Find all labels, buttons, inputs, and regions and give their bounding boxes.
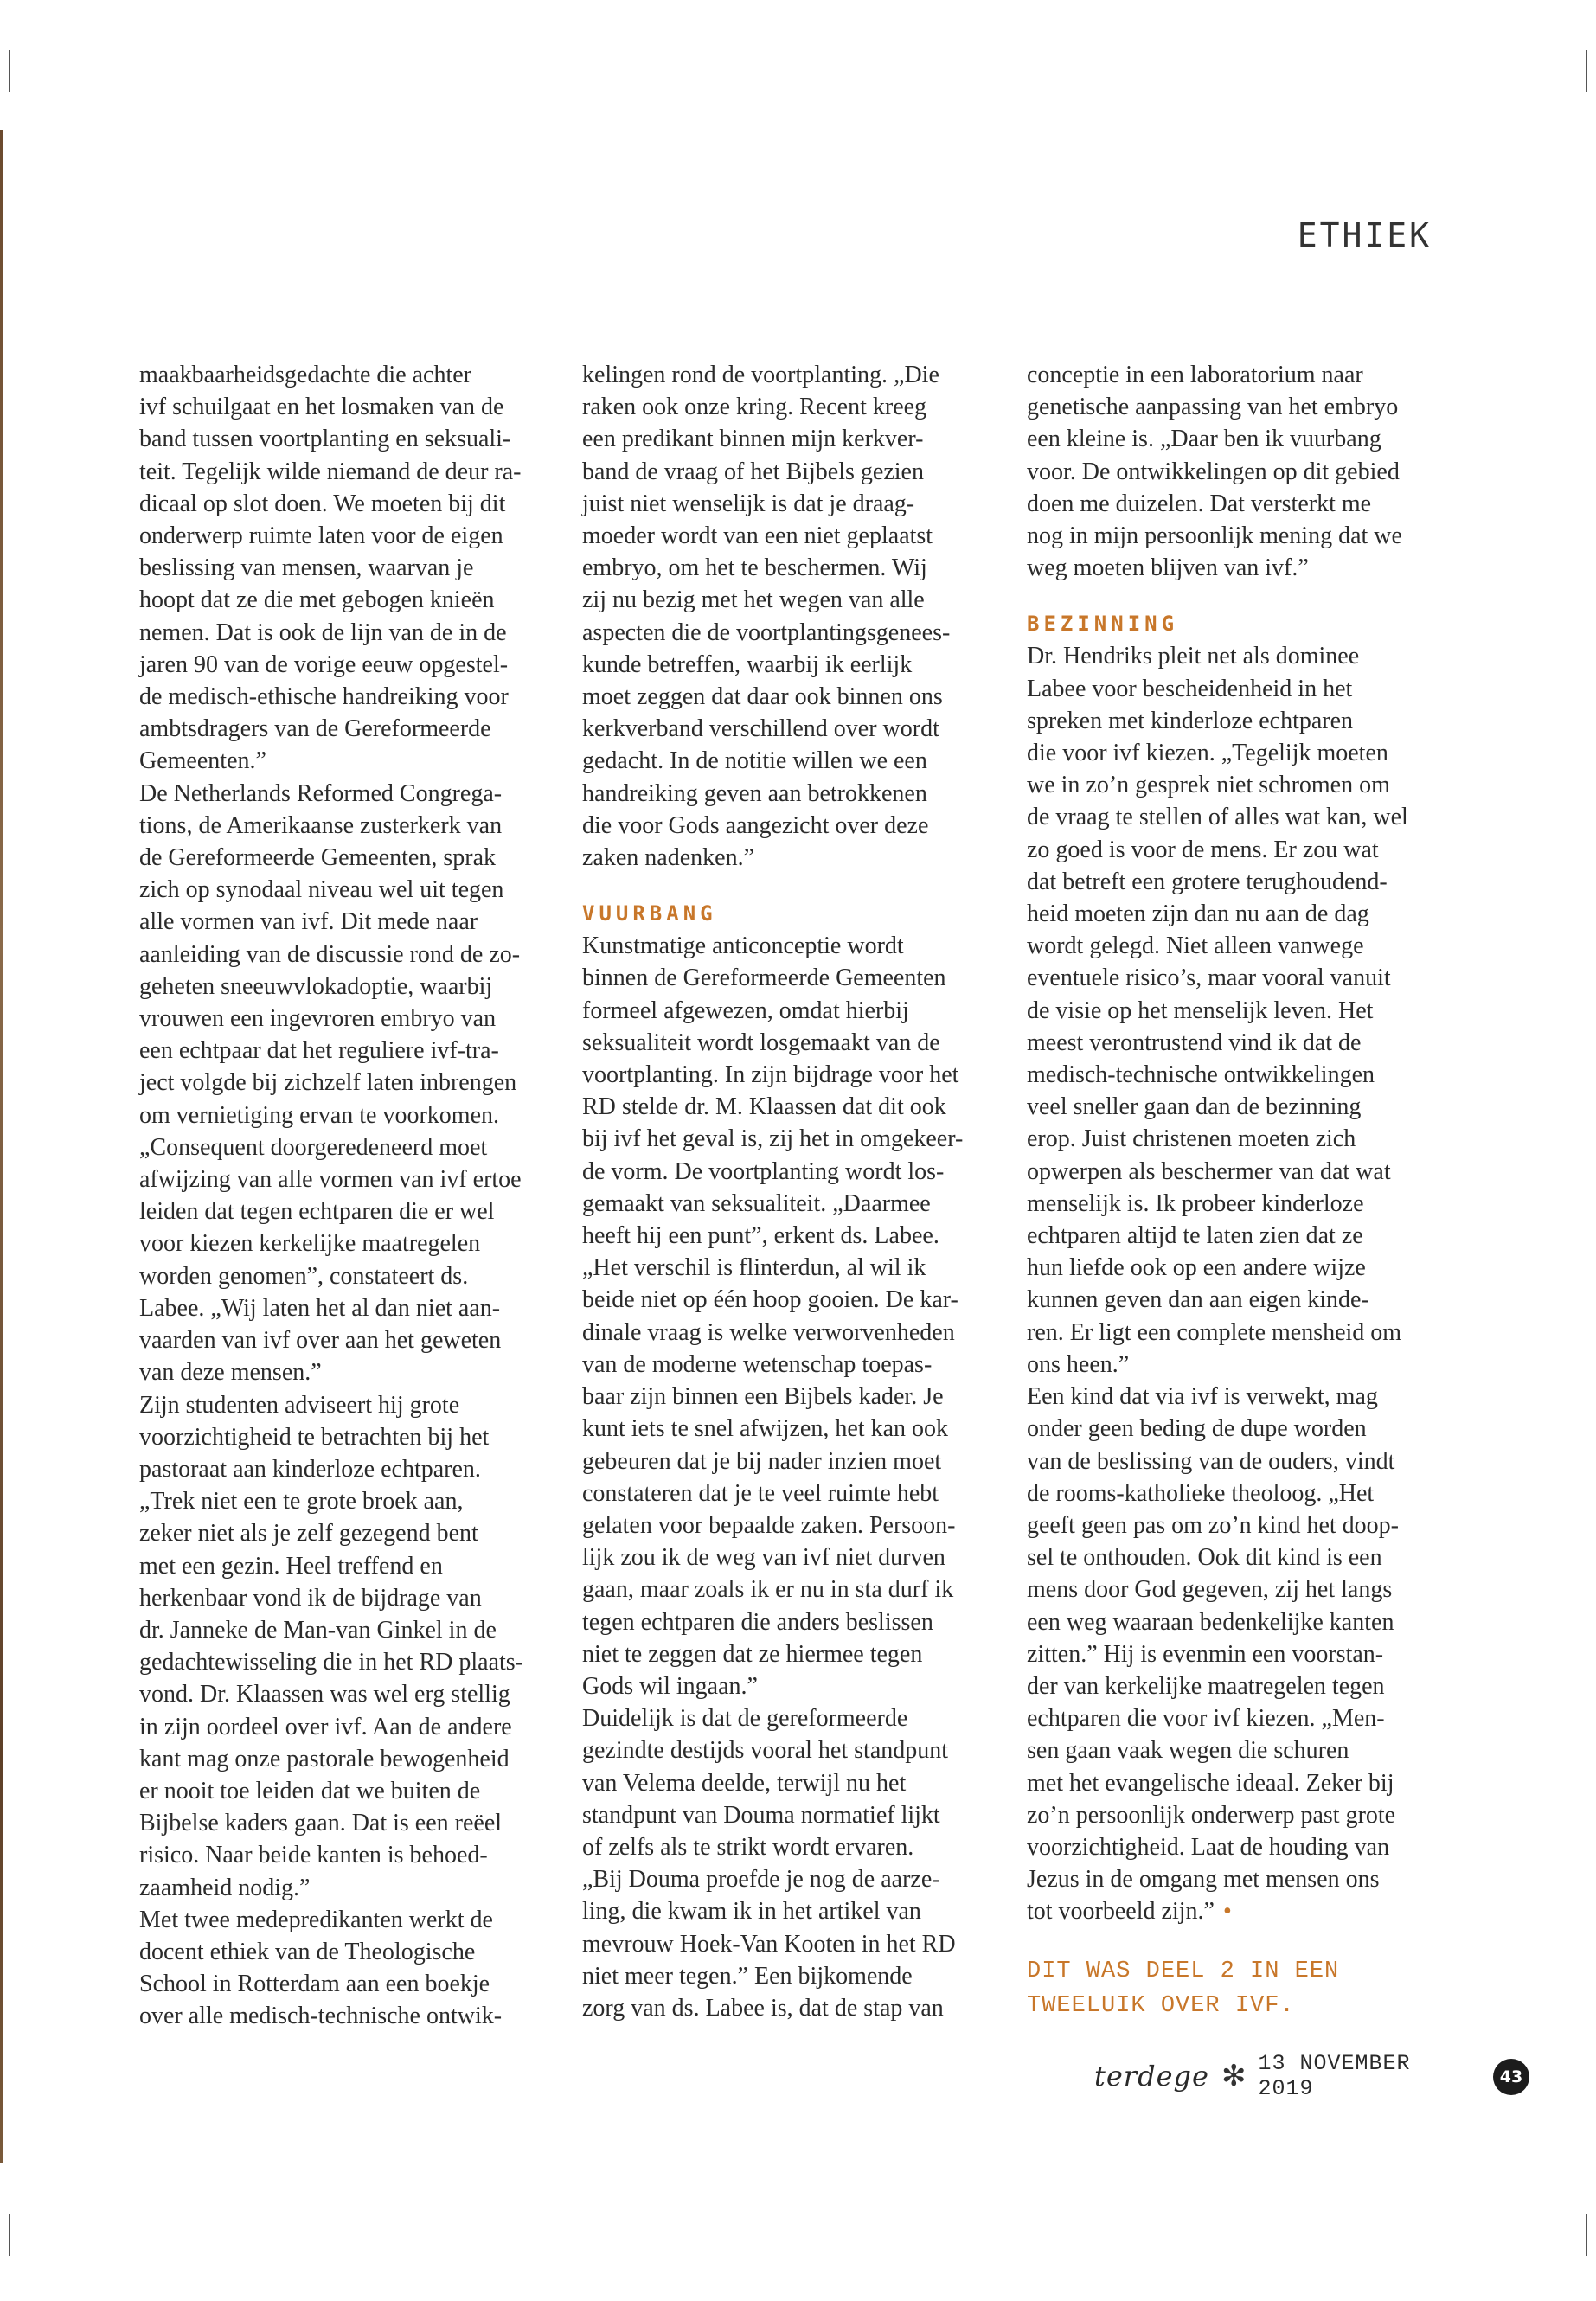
text-line: ren. Er ligt een complete mensheid om — [1027, 1318, 1402, 1346]
text-line: Gods wil ingaan.” — [582, 1672, 758, 1700]
page-footer — [1094, 2051, 1440, 2101]
text-line: worden genomen”, constateert ds. — [139, 1262, 469, 1290]
text-line: Labee voor bescheidenheid in het — [1027, 675, 1353, 702]
text-line: van de moderne wetenschap toepas- — [582, 1350, 933, 1378]
text-line: risico. Naar beide kanten is behoed- — [139, 1842, 488, 1869]
subheading: VUURBANG — [582, 901, 717, 926]
text-line: voortplanting. In zijn bijdrage voor het — [582, 1061, 959, 1089]
series-note: TWEELUIK OVER IVF. — [1027, 1992, 1295, 2019]
text-line: kant mag onze pastorale bewogenheid — [139, 1745, 510, 1772]
text-line: Jezus in de omgang met mensen ons — [1027, 1866, 1380, 1894]
text-line: veel sneller gaan dan de bezinning — [1027, 1093, 1362, 1121]
text-line: geheten sneeuwvlokadoptie, waarbij — [139, 972, 493, 1000]
text-line: sen gaan vaak wegen die schuren — [1027, 1737, 1349, 1765]
text-line: opwerpen als beschermer van dat wat — [1027, 1157, 1391, 1185]
text-line: docent ethiek van de Theologische — [139, 1938, 476, 1965]
text-line: standpunt van Douma normatief lijkt — [582, 1801, 940, 1829]
text-line: hun liefde ook op een andere wijze — [1027, 1254, 1366, 1282]
text-line: beslissing van mensen, waarvan je — [139, 554, 474, 582]
text-line: der van kerkelijke maatregelen tegen — [1027, 1672, 1385, 1700]
text-line: conceptie in een laboratorium naar — [1027, 362, 1363, 388]
text-line: gaan, maar zoals ik er nu in sta durf ik — [582, 1576, 954, 1604]
article-column-1 — [139, 359, 546, 2033]
text-line: medisch-technische ontwikkelingen — [1027, 1061, 1375, 1089]
article-column-2 — [582, 359, 997, 2024]
text-line: we in zo’n gesprek niet schromen om — [1027, 772, 1390, 799]
crop-mark-top-right — [1586, 50, 1587, 92]
text-line: de medisch-ethische handreiking voor — [139, 683, 509, 711]
text-line: gemaakt van seksualiteit. „Daarmee — [582, 1189, 931, 1217]
text-line: constateren dat je te veel ruimte hebt — [582, 1479, 939, 1507]
end-mark-icon: • — [1222, 1898, 1232, 1926]
text-line: van Velema deelde, terwijl nu het — [582, 1769, 907, 1797]
text-line: gedacht. In de notitie willen we een — [582, 747, 927, 775]
text-line: Dr. Hendriks pleit net als dominee — [1027, 643, 1360, 670]
text-line: voor. De ontwikkelingen op dit gebied — [1027, 458, 1400, 485]
series-note: DIT WAS DEEL 2 IN EEN — [1027, 1958, 1340, 1984]
text-line: dicaal op slot doen. We moeten bij dit — [139, 490, 506, 517]
text-line: de vorm. De voortplanting wordt los- — [582, 1157, 945, 1185]
text-line: niet te zeggen dat ze hiermee tegen — [582, 1640, 923, 1668]
text-line: band de vraag of het Bijbels gezien — [582, 458, 924, 485]
text-line: met het evangelische ideaal. Zeker bij — [1027, 1769, 1394, 1797]
text-line: aspecten die de voortplantingsgenees- — [582, 619, 951, 646]
text-line: jaren 90 van de vorige eeuw opgestel- — [139, 651, 509, 678]
text-line: zorg van ds. Labee is, dat de stap van — [582, 1994, 944, 2022]
text-line: gelaten voor bepaalde zaken. Persoon- — [582, 1511, 956, 1539]
article-column-3 — [1027, 359, 1442, 2023]
text-line: zij nu bezig met het wegen van alle — [582, 586, 925, 614]
text-line: maakbaarheidsgedachte die achter — [139, 362, 472, 388]
text-line: menselijk is. Ik probeer kinderloze — [1027, 1189, 1364, 1217]
text-line: in zijn oordeel over ivf. Aan de andere — [139, 1713, 512, 1740]
crop-mark-bottom-left — [9, 2214, 10, 2256]
text-line: Kunstmatige anticonceptie wordt — [582, 933, 904, 960]
text-line: ons heen.” — [1027, 1350, 1130, 1378]
text-line: moeder wordt van een niet geplaatst — [582, 522, 933, 550]
text-line: wordt gelegd. Niet alleen vanwege — [1027, 933, 1364, 960]
text-line: Duidelijk is dat de gereformeerde — [582, 1705, 908, 1733]
text-line: onder geen beding de dupe worden — [1027, 1415, 1367, 1443]
text-line: ling, die kwam ik in het artikel van — [582, 1898, 921, 1926]
text-line: zo’n persoonlijk onderwerp past grote — [1027, 1801, 1396, 1829]
text-line: niet meer tegen.” Een bijkomende — [582, 1962, 913, 1990]
text-line: vrouwen een ingevroren embryo van — [139, 1005, 497, 1033]
text-line: van de beslissing van de ouders, vindt — [1027, 1447, 1395, 1475]
text-line-with-endmark — [1027, 1895, 1442, 1927]
text-line: zo goed is voor de mens. Er zou wat — [1027, 836, 1379, 863]
asterisk-icon: ✻ — [1221, 2061, 1247, 2093]
text-line: RD stelde dr. M. Klaassen dat dit ook — [582, 1093, 946, 1121]
text-line: dr. Janneke de Man-van Ginkel in de — [139, 1616, 497, 1644]
text-line: afwijzing van alle vormen van ivf ertoe — [139, 1166, 522, 1194]
text-line: die voor ivf kiezen. „Tegelijk moeten — [1027, 740, 1388, 767]
text-line: tions, de Amerikaanse zusterkerk van — [139, 811, 503, 839]
text-line: „Trek niet een te grote broek aan, — [139, 1488, 464, 1516]
text-line: een weg waaraan bedenkelijke kanten — [1027, 1608, 1394, 1636]
text-line: erop. Juist christenen moeten zich — [1027, 1125, 1356, 1153]
text-line: de vraag te stellen of alles wat kan, wel — [1027, 804, 1408, 831]
text-line: Gemeenten.” — [139, 747, 266, 775]
text-line: een predikant binnen mijn kerkver- — [582, 426, 924, 453]
text-line: een kleine is. „Daar ben ik vuurbang — [1027, 426, 1381, 453]
text-line: of zelfs als te strikt wordt ervaren. — [582, 1833, 914, 1861]
text-line: voorzichtigheid te betrachten bij het — [139, 1423, 490, 1451]
text-line: dinale vraag is welke verworvenheden — [582, 1318, 955, 1346]
text-line: zaken nadenken.” — [582, 844, 754, 872]
text-line: zaamheid nodig.” — [139, 1874, 311, 1901]
text-line: embryo, om het te beschermen. Wij — [582, 554, 927, 582]
text-line: School in Rotterdam aan een boekje — [139, 1971, 490, 1998]
text-line: vaarden van ivf over aan het geweten — [139, 1327, 502, 1355]
issue-date: 13 NOVEMBER 2019 — [1258, 2051, 1411, 2101]
text-line: geeft geen pas om zo’n kind het doop- — [1027, 1511, 1399, 1539]
text-line: er nooit toe leiden dat we buiten de — [139, 1777, 481, 1804]
text-line: over alle medisch-technische ontwik- — [139, 2003, 503, 2030]
text-line: beide niet op één hoop gooien. De kar- — [582, 1286, 958, 1314]
text-line: Met twee medepredikanten werkt de — [139, 1906, 493, 1933]
text-line: heid moeten zijn dan nu aan de dag — [1027, 901, 1369, 928]
text-line: hoopt dat ze die met gebogen knieën — [139, 586, 495, 614]
text-line: De Netherlands Reformed Congrega- — [139, 779, 503, 807]
text-line: pastoraat aan kinderloze echtparen. — [139, 1455, 481, 1483]
magazine-logo: terdege — [1094, 2060, 1209, 2093]
text-line: juist niet wenselijk is dat je draag- — [582, 490, 915, 517]
text-line: nog in mijn persoonlijk mening dat we — [1027, 522, 1402, 550]
text-line: om vernietiging ervan te voorkomen. — [139, 1101, 499, 1129]
text-line: Een kind dat via ivf is verwekt, mag — [1027, 1383, 1378, 1411]
text-line: zeker niet als je zelf gezegend bent — [139, 1520, 478, 1548]
text-line: „Bij Douma proefde je nog de aarze- — [582, 1866, 940, 1894]
text-line: met een gezin. Heel treffend en — [139, 1552, 443, 1580]
text-line: kunnen geven dan aan eigen kinde- — [1027, 1286, 1369, 1314]
text-line: gedachtewisseling die in het RD plaats- — [139, 1649, 523, 1676]
text-line: gezindte destijds vooral het standpunt — [582, 1737, 949, 1765]
text-line: tegen echtparen die anders beslissen — [582, 1608, 933, 1636]
text-line: moet zeggen dat daar ook binnen ons — [582, 683, 943, 711]
text-line: formeel afgewezen, omdat hierbij — [582, 997, 909, 1024]
text-line: ambtsdragers van de Gereformeerde — [139, 715, 491, 743]
text-line: kelingen rond de voortplanting. „Die — [582, 362, 939, 388]
text-line: baar zijn binnen een Bijbels kader. Je — [582, 1383, 944, 1411]
text-line: tot voorbeeld zijn.” — [1027, 1898, 1215, 1926]
text-line: sel te onthouden. Ook dit kind is een — [1027, 1544, 1382, 1572]
text-line: van deze mensen.” — [139, 1359, 322, 1387]
text-line: die voor Gods aangezicht over deze — [582, 811, 929, 839]
text-line: doen me duizelen. Dat versterkt me — [1027, 490, 1372, 517]
text-line: weg moeten blijven van ivf.” — [1027, 554, 1309, 582]
text-line: Zijn studenten adviseert hij grote — [139, 1391, 460, 1419]
text-line: nemen. Dat is ook de lijn van de in de — [139, 619, 507, 646]
text-line: gebeuren dat je bij nader inzien moet — [582, 1447, 942, 1475]
text-line: alle vormen van ivf. Dit mede naar — [139, 908, 478, 936]
text-line: de visie op het menselijk leven. Het — [1027, 997, 1374, 1024]
text-line: bij ivf het geval is, zij het in omgekeer- — [582, 1125, 964, 1153]
text-line: ivf schuilgaat en het losmaken van de — [139, 394, 504, 421]
text-line: echtparen die voor ivf kiezen. „Men- — [1027, 1705, 1385, 1733]
text-line: voorzichtigheid. Laat de houding van — [1027, 1833, 1390, 1861]
text-line: herkenbaar vond ik de bijdrage van — [139, 1584, 482, 1612]
text-line: eventuele risico’s, maar vooral vanuit — [1027, 965, 1391, 992]
text-line: kunt iets te snel afwijzen, het kan ook — [582, 1415, 948, 1443]
text-line: kunde betreffen, waarbij ik eerlijk — [582, 651, 913, 678]
crop-mark-top-left — [9, 50, 10, 92]
page-edge-strip — [0, 130, 3, 2163]
text-line: heeft hij een punt”, erkent ds. Labee. — [582, 1222, 939, 1250]
page-number-badge: 43 — [1493, 2059, 1529, 2095]
text-line: „Consequent doorgeredeneerd moet — [139, 1133, 488, 1161]
text-line: voor kiezen kerkelijke maatregelen — [139, 1230, 481, 1258]
text-line: ject volgde bij zichzelf laten inbrengen — [139, 1069, 517, 1097]
text-line: dat betreft een grotere terughoudend- — [1027, 868, 1388, 895]
text-line: aanleiding van de discussie rond de zo- — [139, 940, 521, 968]
subheading: BEZINNING — [1027, 612, 1179, 637]
text-line: de rooms-katholieke theoloog. „Het — [1027, 1479, 1375, 1507]
text-line: Bijbelse kaders gaan. Dat is een reëel — [139, 1810, 503, 1837]
text-line: echtparen altijd te laten zien dat ze — [1027, 1222, 1363, 1250]
text-line: binnen de Gereformeerde Gemeenten — [582, 965, 946, 992]
section-label: ETHIEK — [1297, 216, 1432, 254]
text-line: lijk zou ik de weg van ivf niet durven — [582, 1544, 945, 1572]
text-line: zitten.” Hij is evenmin een voorstan- — [1027, 1640, 1384, 1668]
text-line: de Gereformeerde Gemeenten, sprak — [139, 844, 497, 872]
text-line: mevrouw Hoek-Van Kooten in het RD — [582, 1930, 956, 1958]
text-line: kerkverband verschillend over wordt — [582, 715, 939, 743]
text-line: onderwerp ruimte laten voor de eigen — [139, 522, 503, 550]
text-line: meest verontrustend vind ik dat de — [1027, 1029, 1362, 1056]
text-line: leiden dat tegen echtparen die er wel — [139, 1198, 495, 1226]
text-line: mens door God gegeven, zij het langs — [1027, 1576, 1393, 1604]
spacer — [1027, 1928, 1442, 1954]
text-line: spreken met kinderloze echtparen — [1027, 707, 1354, 734]
crop-mark-bottom-right — [1586, 2214, 1587, 2256]
text-line: „Het verschil is flinterdun, al wil ik — [582, 1254, 926, 1282]
text-line: zich op synodaal niveau wel uit tegen — [139, 876, 504, 904]
text-line: raken ook onze kring. Recent kreeg — [582, 394, 927, 421]
text-line: genetische aanpassing van het embryo — [1027, 394, 1399, 421]
text-line: teit. Tegelijk wilde niemand de deur ra- — [139, 458, 522, 485]
text-line: een echtpaar dat het reguliere ivf-tra- — [139, 1037, 499, 1065]
text-line: seksualiteit wordt losgemaakt van de — [582, 1029, 940, 1056]
text-line: handreiking geven aan betrokkenen — [582, 779, 927, 807]
text-line: band tussen voortplanting en seksuali- — [139, 426, 511, 453]
text-line: vond. Dr. Klaassen was wel erg stellig — [139, 1681, 510, 1708]
text-line: Labee. „Wij laten het al dan niet aan- — [139, 1294, 501, 1322]
